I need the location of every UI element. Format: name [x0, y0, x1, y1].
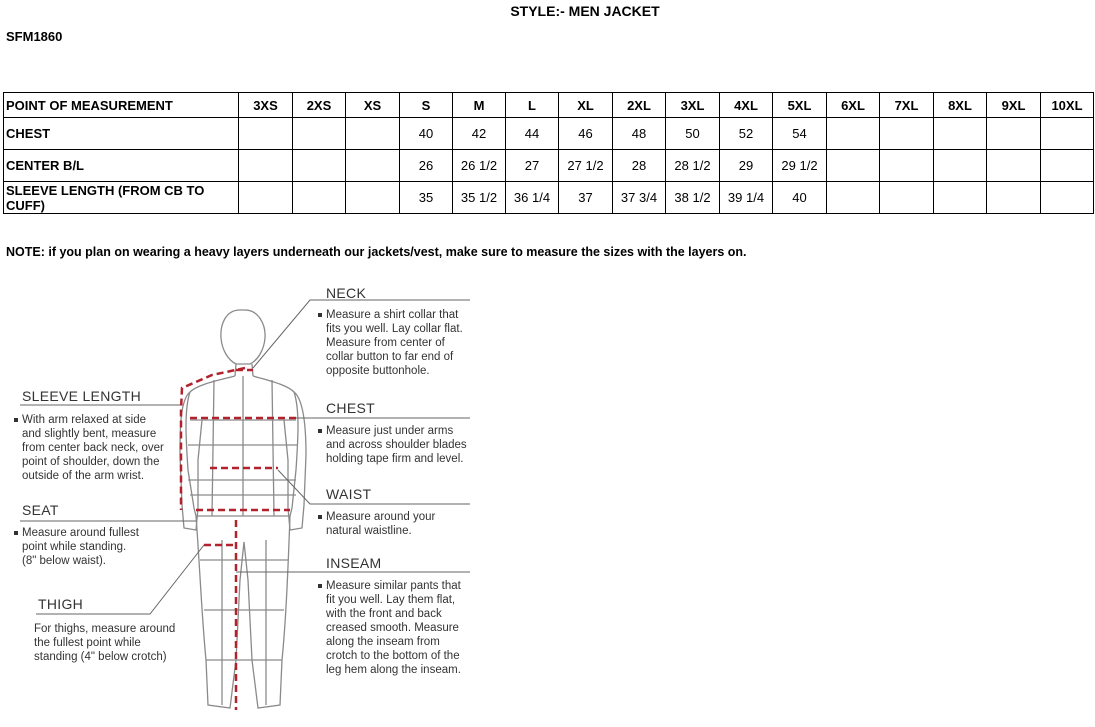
desc-line	[318, 364, 463, 378]
desc-text: opposite buttonhole.	[326, 365, 430, 377]
size-header-cell: L	[506, 93, 559, 118]
value-cell	[934, 150, 987, 182]
desc-line	[318, 524, 435, 538]
figure-grid	[188, 376, 298, 705]
seat-desc	[14, 526, 139, 568]
value-cell: 27 1/2	[559, 150, 613, 182]
value-cell: 29	[720, 150, 773, 182]
value-cell	[1041, 182, 1094, 214]
value-cell	[346, 150, 400, 182]
value-cell	[293, 182, 346, 214]
desc-text: leg hem along the inseam.	[326, 664, 461, 676]
value-cell: 35	[400, 182, 453, 214]
sleeve-label: SLEEVE LENGTH	[22, 388, 142, 404]
size-header-cell: 2XL	[613, 93, 666, 118]
desc-text: Measure similar pants that	[326, 580, 461, 592]
size-chart-table	[3, 92, 1094, 214]
value-cell	[934, 182, 987, 214]
value-cell: 42	[453, 118, 506, 150]
value-cell: 37 3/4	[613, 182, 666, 214]
desc-line	[318, 308, 463, 322]
bullet-icon	[318, 584, 322, 588]
value-cell: 35 1/2	[453, 182, 506, 214]
desc-line	[14, 469, 164, 483]
size-header-cell: 7XL	[880, 93, 934, 118]
value-cell: 26	[400, 150, 453, 182]
desc-line	[318, 593, 461, 607]
waist-leader	[278, 470, 470, 504]
desc-line	[34, 636, 175, 650]
desc-line	[14, 441, 164, 455]
value-cell: 37	[559, 182, 613, 214]
desc-text: Measure just under arms	[326, 425, 454, 437]
desc-text: point of shoulder, down the	[22, 456, 160, 468]
desc-text: collar button to far end of	[326, 351, 454, 363]
value-cell	[346, 182, 400, 214]
neck-desc	[318, 308, 463, 378]
desc-text: Measure around your	[326, 511, 436, 523]
value-cell: 36 1/4	[506, 182, 559, 214]
value-cell	[239, 118, 293, 150]
chest-label: CHEST	[326, 400, 375, 416]
desc-line	[318, 663, 461, 677]
desc-text: creased smooth. Measure	[326, 622, 459, 634]
value-cell	[827, 182, 880, 214]
measurement-guide	[0, 280, 520, 727]
desc-text: fits you well. Lay collar flat.	[326, 323, 463, 335]
desc-text: outside of the arm wrist.	[22, 470, 145, 482]
value-cell	[987, 182, 1041, 214]
desc-text: crotch to the bottom of the	[326, 650, 460, 662]
desc-line	[14, 413, 164, 427]
desc-line	[318, 607, 461, 621]
desc-text: fit you well. Lay them flat,	[326, 594, 456, 606]
waist-desc	[318, 510, 435, 538]
value-cell	[239, 182, 293, 214]
value-cell: 39 1/4	[720, 182, 773, 214]
value-cell	[239, 150, 293, 182]
measurement-name-cell: SLEEVE LENGTH (FROM CB TO CUFF)	[4, 182, 239, 214]
size-header-cell: 8XL	[934, 93, 987, 118]
value-cell: 46	[559, 118, 613, 150]
desc-text: with the front and back	[326, 608, 442, 620]
desc-text: natural waistline.	[326, 525, 412, 537]
value-cell	[934, 118, 987, 150]
desc-text: standing (4" below crotch)	[34, 651, 167, 663]
desc-line	[318, 336, 463, 350]
desc-line	[318, 438, 467, 452]
value-cell: 52	[720, 118, 773, 150]
value-cell: 54	[773, 118, 827, 150]
note-text: NOTE: if you plan on wearing a heavy layers underneath our jackets/vest, make sure to measure the sizes with the layers on.	[6, 245, 747, 259]
desc-text: from center back neck, over	[22, 442, 164, 454]
desc-line	[34, 650, 175, 664]
inseam-desc	[318, 579, 461, 677]
size-header-cell: M	[453, 93, 506, 118]
table-header-row	[4, 93, 1094, 118]
value-cell: 40	[773, 182, 827, 214]
desc-line	[318, 510, 435, 524]
table-row	[4, 118, 1094, 150]
bullet-icon	[318, 515, 322, 519]
value-cell	[880, 150, 934, 182]
measurement-name-cell: CENTER B/L	[4, 150, 239, 182]
desc-line	[318, 350, 463, 364]
size-header-cell: 4XL	[720, 93, 773, 118]
size-header-cell: 3XL	[666, 93, 720, 118]
size-header-cell: 6XL	[827, 93, 880, 118]
value-cell	[1041, 150, 1094, 182]
size-header-cell: 5XL	[773, 93, 827, 118]
desc-line	[14, 427, 164, 441]
desc-text: holding tape firm and level.	[326, 453, 464, 465]
page-title: STYLE:- MEN JACKET	[510, 3, 660, 19]
size-header-cell: 3XS	[239, 93, 293, 118]
bullet-icon	[318, 429, 322, 433]
value-cell: 29 1/2	[773, 150, 827, 182]
desc-line	[318, 424, 467, 438]
table-row	[4, 182, 1094, 214]
value-cell: 28	[613, 150, 666, 182]
measurement-name-cell: CHEST	[4, 118, 239, 150]
desc-line	[318, 649, 461, 663]
size-header-cell: XL	[559, 93, 613, 118]
value-cell: 28 1/2	[666, 150, 720, 182]
desc-line	[318, 579, 461, 593]
value-cell: 44	[506, 118, 559, 150]
size-header-cell: 10XL	[1041, 93, 1094, 118]
figure-head	[221, 310, 265, 364]
value-cell	[293, 150, 346, 182]
header-cell: POINT OF MEASUREMENT	[4, 93, 239, 118]
bullet-icon	[318, 313, 322, 317]
value-cell	[1041, 118, 1094, 150]
size-header-cell: 9XL	[987, 93, 1041, 118]
value-cell	[987, 150, 1041, 182]
desc-text: and across shoulder blades	[326, 439, 467, 451]
desc-text: For thighs, measure around	[34, 623, 176, 635]
value-cell	[827, 118, 880, 150]
desc-line	[14, 540, 139, 554]
desc-text: the fullest point while	[34, 637, 141, 649]
inseam-label: INSEAM	[326, 555, 382, 571]
seat-label: SEAT	[22, 502, 59, 518]
desc-text: (8" below waist).	[22, 555, 106, 567]
value-cell	[880, 118, 934, 150]
desc-line	[14, 526, 139, 540]
desc-line	[14, 455, 164, 469]
value-cell: 38 1/2	[666, 182, 720, 214]
chest-desc	[318, 424, 467, 466]
desc-line	[318, 452, 467, 466]
desc-line	[318, 322, 463, 336]
desc-text: along the inseam from	[326, 636, 440, 648]
thigh-label: THIGH	[38, 596, 84, 612]
desc-line	[34, 622, 175, 636]
desc-text: Measure around fullest	[22, 527, 139, 539]
value-cell	[346, 118, 400, 150]
thigh-desc	[34, 622, 175, 664]
size-header-cell: S	[400, 93, 453, 118]
value-cell	[987, 118, 1041, 150]
desc-text: Measure from center of	[326, 337, 445, 349]
value-cell: 27	[506, 150, 559, 182]
style-code: SFM1860	[6, 29, 63, 44]
desc-line	[14, 554, 139, 568]
desc-line	[318, 635, 461, 649]
desc-text: and slightly bent, measure	[22, 428, 157, 440]
bullet-icon	[14, 531, 18, 535]
size-header-cell: XS	[346, 93, 400, 118]
bullet-icon	[14, 418, 18, 422]
waist-label: WAIST	[326, 486, 372, 502]
value-cell	[880, 182, 934, 214]
desc-line	[318, 621, 461, 635]
value-cell	[827, 150, 880, 182]
desc-text: With arm relaxed at side	[22, 414, 146, 426]
value-cell: 40	[400, 118, 453, 150]
value-cell	[293, 118, 346, 150]
value-cell: 50	[666, 118, 720, 150]
table-row	[4, 150, 1094, 182]
neck-label: NECK	[326, 285, 367, 301]
desc-text: Measure a shirt collar that	[326, 309, 459, 321]
size-header-cell: 2XS	[293, 93, 346, 118]
value-cell: 48	[613, 118, 666, 150]
desc-text: point while standing.	[22, 541, 127, 553]
sleeve-desc	[14, 413, 164, 483]
value-cell: 26 1/2	[453, 150, 506, 182]
